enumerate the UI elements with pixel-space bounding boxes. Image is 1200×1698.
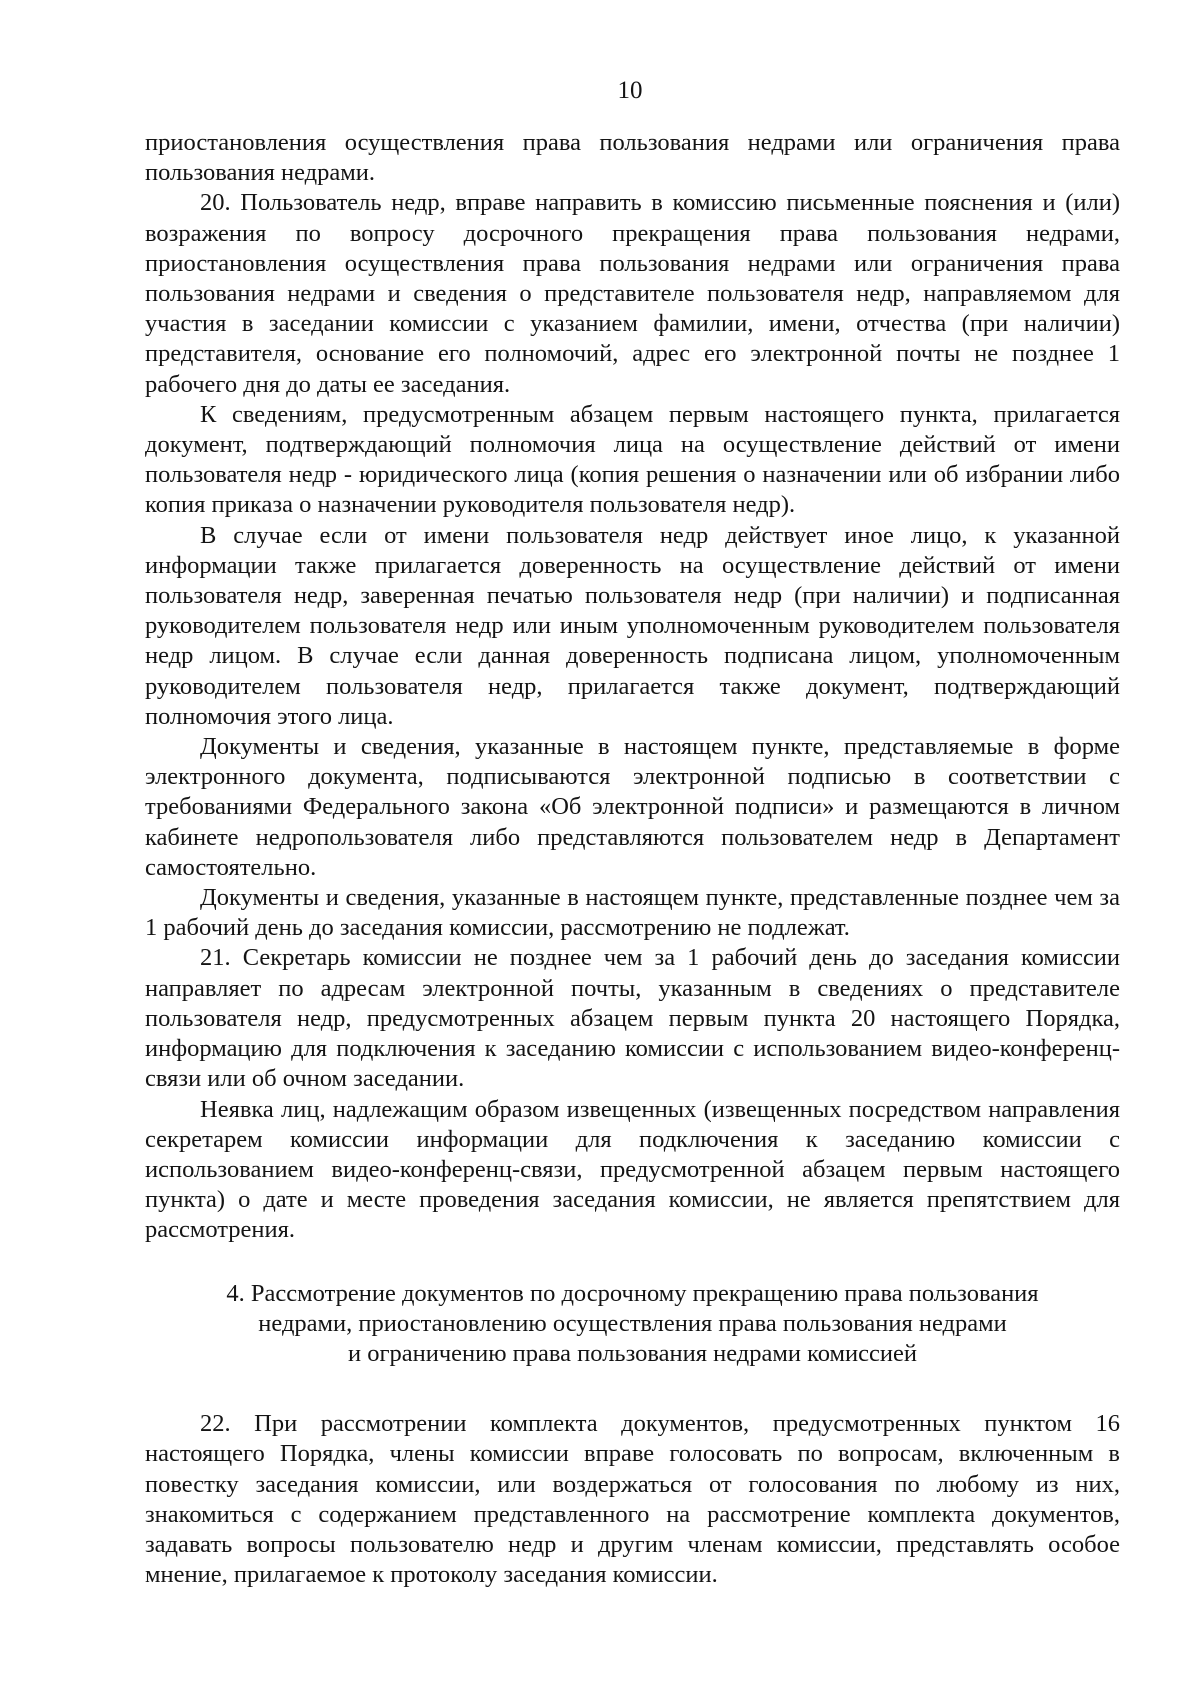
page-number: 10 xyxy=(617,77,643,104)
document-body xyxy=(145,128,1120,1590)
paragraph-item-21-non-attendance: Неявка лиц, надлежащим образом извещенных (извещенных посредством направления секретарем комиссии информации для подключения к заседанию комиссии с использованием видео-конференц-связи, предусмотренной абзацем первым настоящего пункта) о дате и месте проведения заседания комиссии, не является препятствием для рассмотрения. xyxy=(145,1095,1120,1244)
section-heading xyxy=(145,1279,1120,1370)
paragraph-item-20-late-documents: Документы и сведения, указанные в настоящем пункте, представленные позднее чем за 1 рабочий день до заседания комиссии, рассмотрению не подлежат. xyxy=(145,884,1120,942)
paragraph-item-21: 21. Секретарь комиссии не позднее чем за 1 рабочий день до заседания комиссии направляет по адресам электронной почты, указанным в сведениях о представителе пользователя недр, предусмотренных абзацем первым пункта 20 настоящего Порядка, информацию для подключения к заседанию комиссии с использованием видео-конференц-связи или об очном заседании. xyxy=(145,944,1120,1093)
paragraph-item-20-electronic-documents: Документы и сведения, указанные в настоящем пункте, представляемые в форме электронного документа, подписываются электронной подписью в соответствии с требованиями Федерального закона «Об электронной подписи» и размещаются в личном кабинете недропользователя либо представляются пользователем недр в Департамент самостоятельно. xyxy=(145,733,1120,881)
section-heading-line: недрами, приостановлению осуществления права пользования недрами xyxy=(258,1309,1007,1337)
section-heading-line: и ограничению права пользования недрами комиссией xyxy=(347,1339,918,1367)
paragraph-item-20-power-of-attorney: В случае если от имени пользователя недр действует иное лицо, к указанной информации также прилагается доверенность на осуществление действий от имени пользователя недр, заверенная печатью пользователя недр (при наличии) и подписанная руководителем пользователя недр или иным уполномоченным руководителем пользователя недр лицом. В случае если данная доверенность подписана лицом, уполномоченным руководителем пользователя недр, прилагается также документ, подтверждающий полномочия этого лица. xyxy=(145,521,1120,730)
paragraph-item-20-attachments: К сведениям, предусмотренным абзацем первым настоящего пункта, прилагается документ, подтверждающий полномочия лица на осуществление действий от имени пользователя недр - юридического лица (копия решения о назначении или об избрании либо копия приказа о назначении руководителя пользователя недр). xyxy=(145,400,1120,519)
section-heading-line: 4. Рассмотрение документов по досрочному прекращению права пользования xyxy=(226,1279,1039,1307)
paragraph-continuation: приостановления осуществления права пользования недрами или ограничения права пользования недрами. xyxy=(145,129,1120,187)
paragraph-item-22: 22. При рассмотрении комплекта документов, предусмотренных пунктом 16 настоящего Порядка, члены комиссии вправе голосовать по вопросам, включенным в повестку заседания комиссии, или воздержаться от голосования по любому из них, знакомиться с содержанием представленного на рассмотрение комплекта документов, задавать вопросы пользователю недр и другим членам комиссии, представлять особое мнение, прилагаемое к протоколу заседания комиссии. xyxy=(145,1410,1120,1589)
paragraph-item-20: 20. Пользователь недр, вправе направить в комиссию письменные пояснения и (или) возражения по вопросу досрочного прекращения права пользования недрами, приостановления осуществления права пользования недрами или ограничения права пользования недрами и сведения о представителе пользователя недр, направляемом для участия в заседании комиссии с указанием фамилии, имени, отчества (при наличии) представителя, основание его полномочий, адрес его электронной почты не позднее 1 рабочего дня до даты ее заседания. xyxy=(145,189,1120,398)
